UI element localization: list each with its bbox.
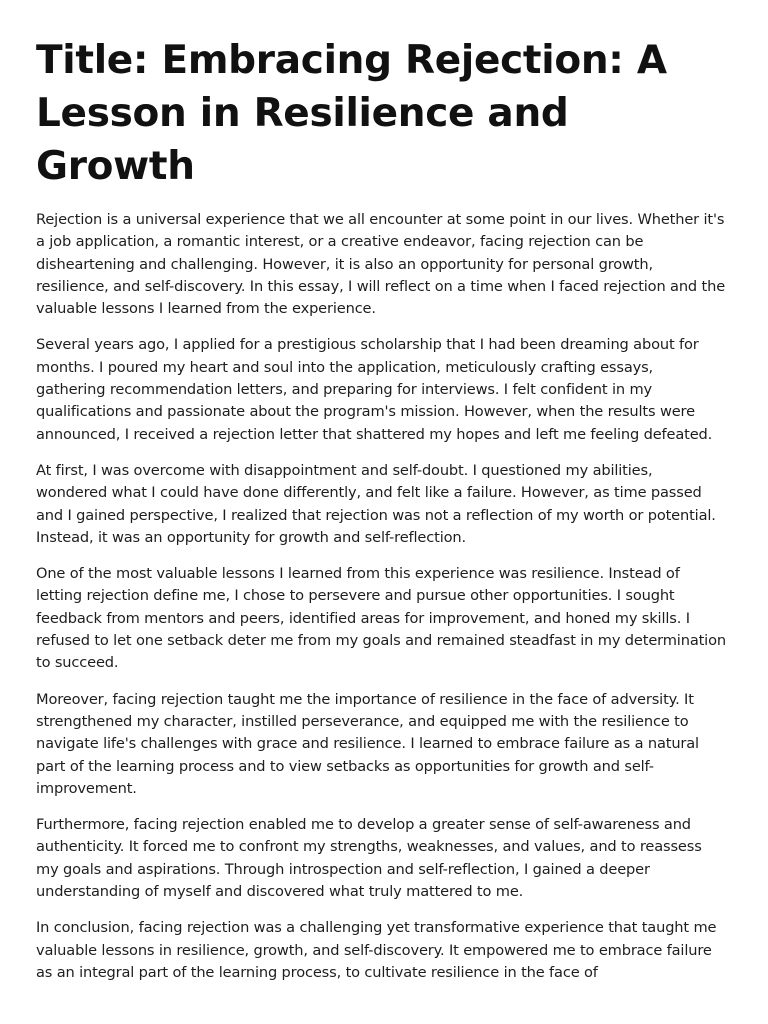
paragraph-self-doubt: At first, I was overcome with disappointment and self-doubt. I questioned my abilities, wondered what I could have done differently, and felt like a failure. However, as time passed and I gained perspective, I realized that rejection was not a reflection of my worth or potential. Instead, it was an opportunity for growth and self-reflection. (36, 461, 716, 546)
essay-title: Title: Embracing Rejection: A Lesson in Resilience and Growth (36, 38, 667, 189)
document-page (36, 34, 726, 994)
paragraph-resilience-lesson: One of the most valuable lessons I learned from this experience was resilience. Instead of letting rejection define me, I chose to persevere and pursue other opportunities. I sought feedback from mentors and peers, identified areas for improvement, and honed my skills. I refused to let one setback deter me from my goals and remained steadfast in my determination to succeed. (36, 565, 726, 672)
paragraph-conclusion: In conclusion, facing rejection was a challenging yet transformative experience that taught me valuable lessons in resilience, growth, and self-discovery. It empowered me to embrace failure as an integral part of the learning process, to cultivate resilience in the face of (36, 919, 717, 981)
essay-body (36, 209, 726, 984)
paragraph-introduction: Rejection is a universal experience that we all encounter at some point in our lives. Whether it's a job application, a romantic interest, or a creative endeavor, facing rejection can be disheartening and challenging. However, it is also an opportunity for personal growth, resilience, and self-discovery. In this essay, I will reflect on a time when I faced rejection and the valuable lessons I learned from the experience. (36, 211, 726, 318)
paragraph-adversity: Moreover, facing rejection taught me the importance of resilience in the face of adversity. It strengthened my character, instilled perseverance, and equipped me with the resilience to navigate life's challenges with grace and resilience. I learned to embrace failure as a natural part of the learning process and to view setbacks as opportunities for growth and self-improvement. (36, 690, 699, 797)
paragraph-self-awareness: Furthermore, facing rejection enabled me to develop a greater sense of self-awareness and authenticity. It forced me to confront my strengths, weaknesses, and values, and to reassess my goals and aspirations. Through introspection and self-reflection, I gained a deeper understanding of myself and discovered what truly mattered to me. (36, 816, 702, 901)
paragraph-scholarship-story: Several years ago, I applied for a prestigious scholarship that I had been dreaming about for months. I poured my heart and soul into the application, meticulously crafting essays, gathering recommendation letters, and preparing for interviews. I felt confident in my qualifications and passionate about the program's mission. However, when the results were announced, I received a rejection letter that shattered my hopes and left me feeling defeated. (36, 336, 713, 443)
